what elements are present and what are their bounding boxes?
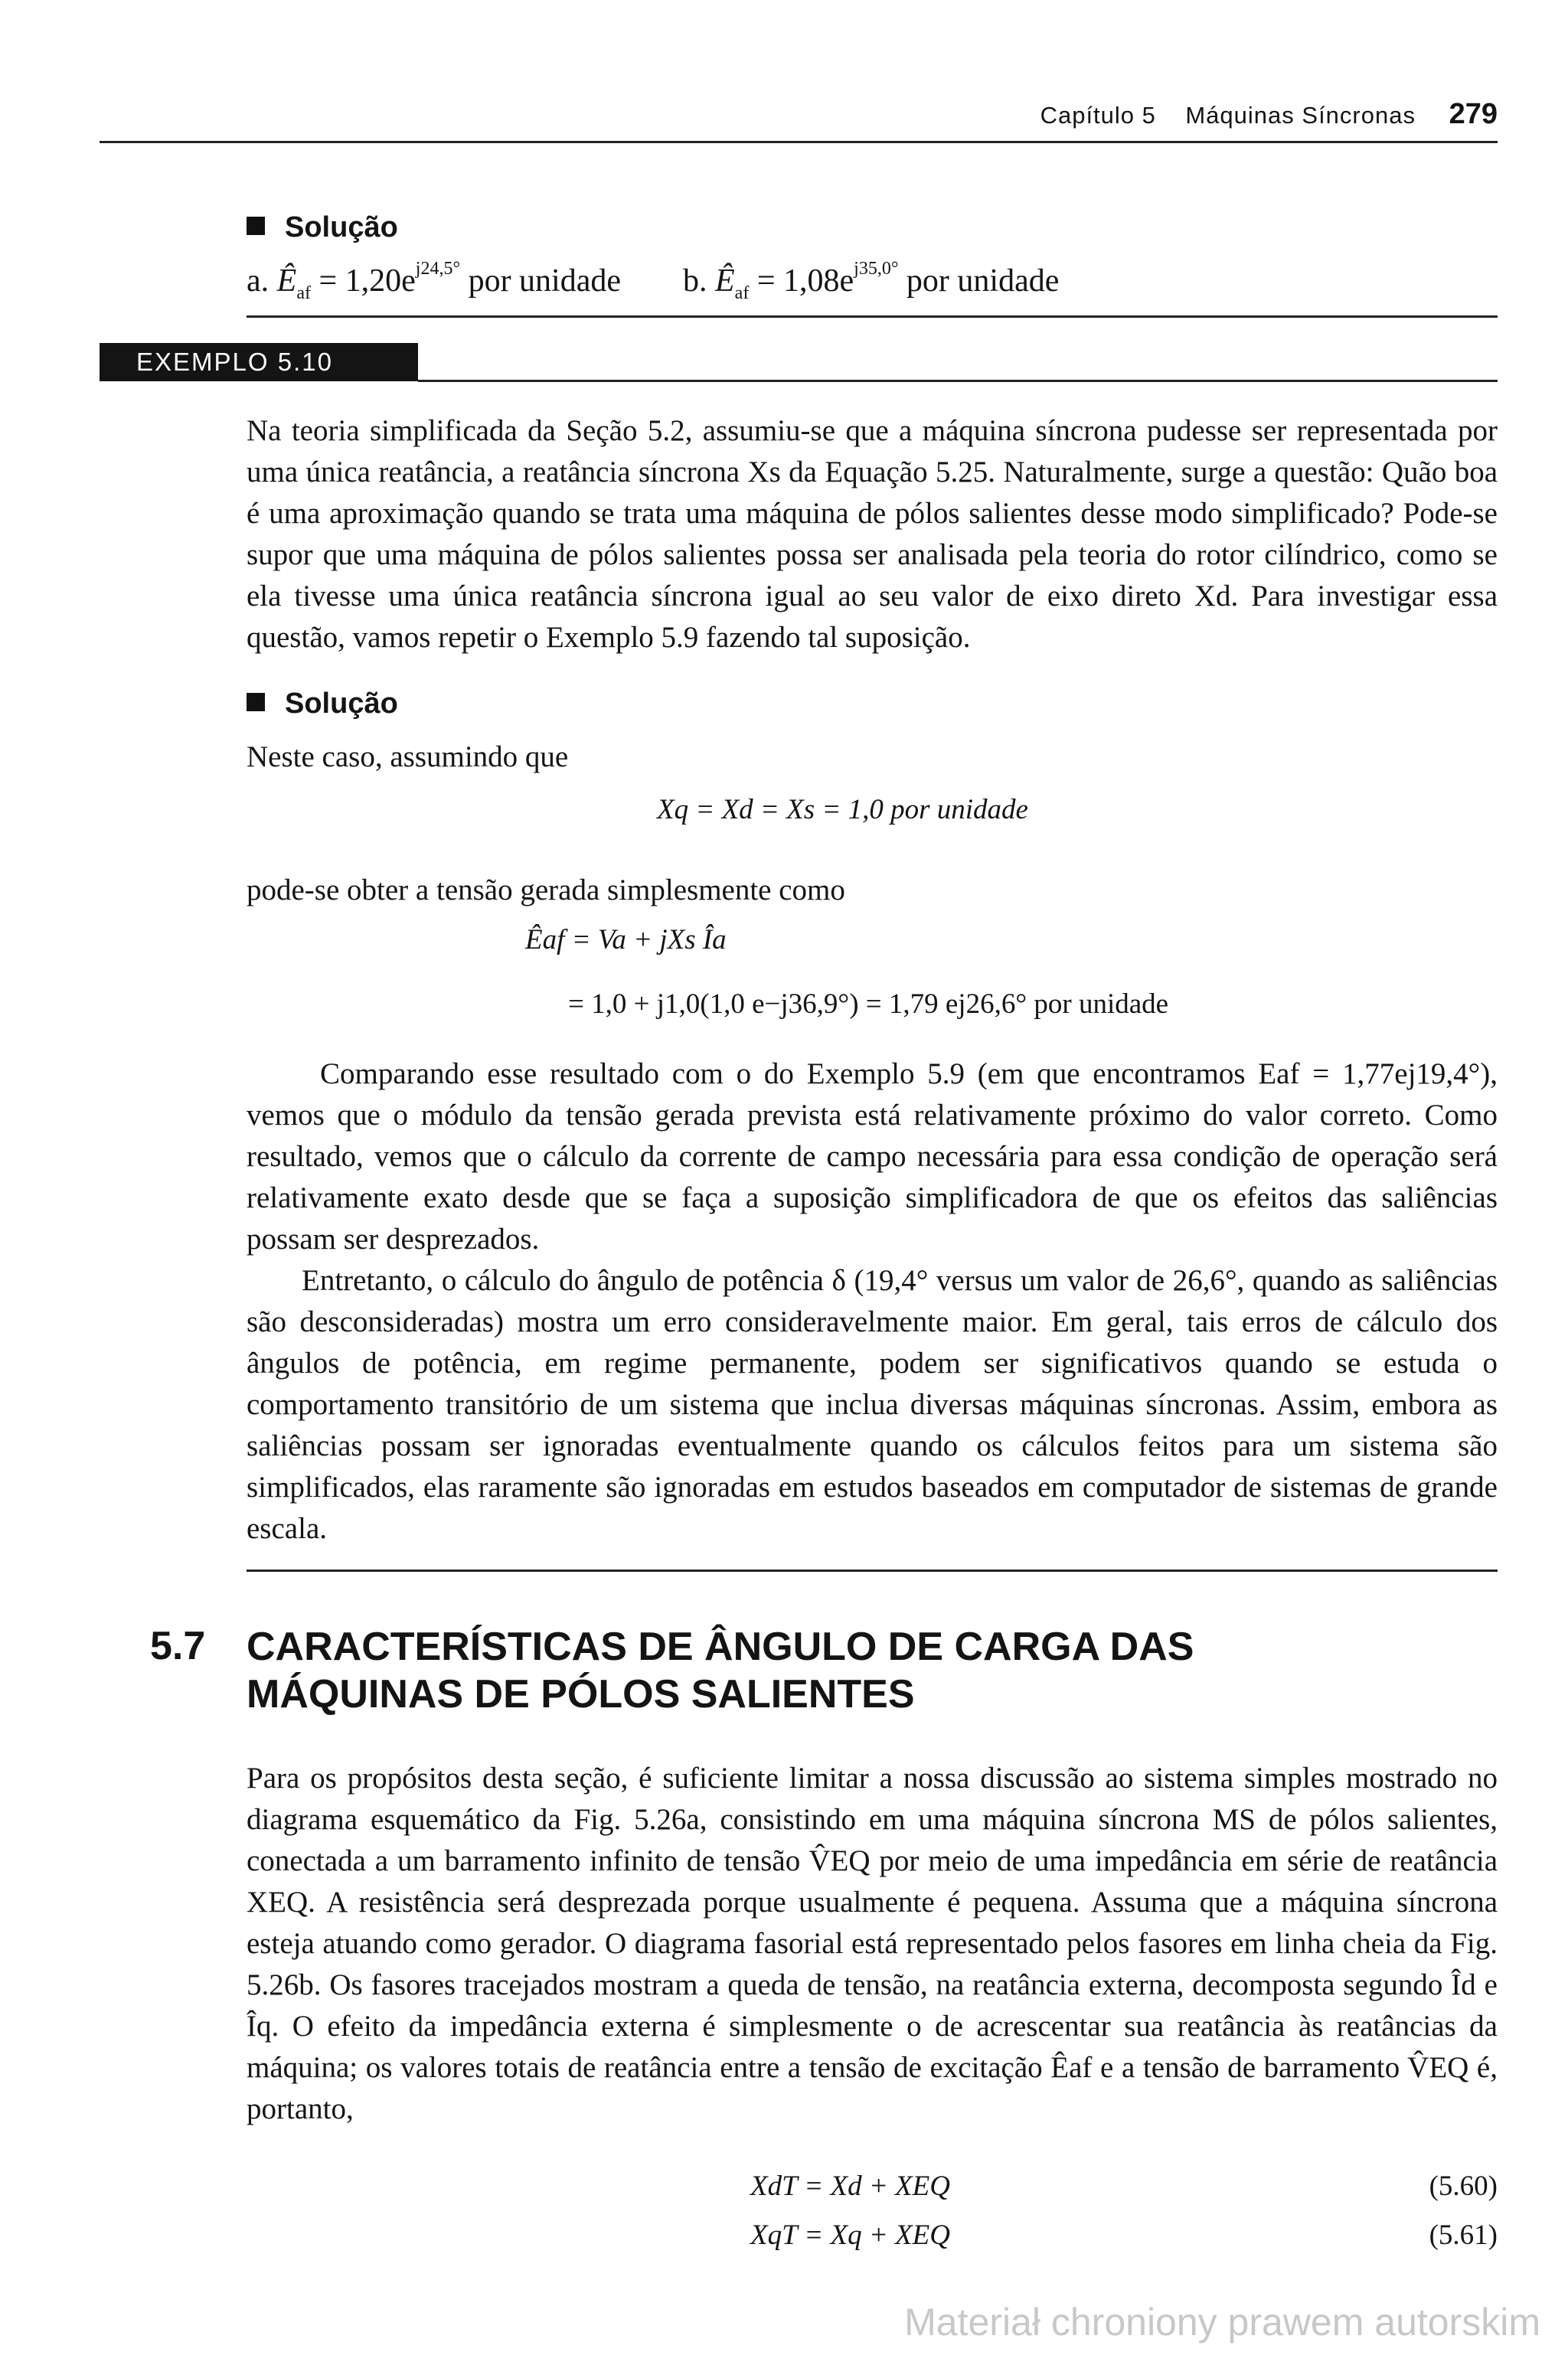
equation-eaf-line2: = 1,0 + j1,0(1,0 e−j36,9°) = 1,79 ej26,6° por unidade [568, 988, 1169, 1020]
power-angle-paragraph: Entretanto, o cálculo do ângulo de potência δ (19,4° versus um valor de 26,6°, quando as saliências são desconsideradas) mostra um erro consideravelmente maior. Em geral, tais erros de cálculo dos ângulos de potência, em regime permanente, podem ser significativos quando se estuda o comportamento transitório de um sistema que inclua diversas máquinas síncronas. Assim, embora as saliências possam ser ignoradas eventualmente quando os cálculos feitos para um sistema são simplificados, elas raramente são ignoradas em estudos baseados em computador de sistemas de grande escala. [247, 1264, 1498, 1545]
answer-a-exp: j24,5° [415, 259, 461, 279]
section-body-paragraph: Para os propósitos desta seção, é suficiente limitar a nossa discussão ao sistema simples mostrado no diagrama esquemático da Fig. 5.26a, consistindo em uma máquina síncrona MS de pólos salientes, conectada a um barramento infinito de tensão V̂EQ por meio de uma impedância em série de reatância XEQ. A resistência será desprezada porque usualmente é pequena. Assuma que a máquina síncrona esteja atuando como gerador. O diagrama fasorial está representado pelos fasores em linha cheia da Fig. 5.26b. Os fasores tracejados mostram a queda de tensão, na reatância externa, decomposta segundo Îd e Îq. O efeito da impedância externa é simplesmente o de acrescentar sua reatância às reatâncias da máquina; os valores totais de reatância entre a tensão de excitação Êaf e a tensão de barramento V̂EQ é, portanto, [247, 1762, 1498, 2125]
example-rule [418, 380, 1498, 382]
answer-b-value: = 1,08e [749, 263, 854, 299]
comparison-paragraph: Comparando esse resultado com o do Exemplo 5.9 (em que encontramos Eaf = 1,77ej19,4°), vemos que o módulo da tensão gerada prevista está relativamente próximo do valor correto. Como resultado, vemos que o cálculo da corrente de campo necessária para essa condição de operação será relativamente exato desde que se faça a suposição simplificadora de que os efeitos das saliências possam ser desprezados. [247, 1057, 1498, 1256]
answer-a-symbol: Ê [276, 263, 297, 299]
solution-answers [247, 259, 1059, 304]
solution-intro-text: Neste caso, assumindo que [247, 740, 569, 773]
answer-b-exp: j35,0° [854, 259, 899, 279]
equation-5-60: XdT = Xd + XEQ [750, 2171, 950, 2202]
copyright-watermark: Materiał chroniony prawem autorskim [904, 2301, 1540, 2344]
bullet-square-icon [247, 693, 265, 711]
equation-xq: Xq = Xd = Xs = 1,0 por unidade [657, 794, 1028, 825]
example-rule-top [247, 315, 1498, 318]
answer-a-prefix: a. [247, 263, 270, 299]
answer-b-prefix: b. [683, 263, 707, 299]
example-end-rule [247, 1570, 1498, 1572]
answer-b-symbol: Ê [715, 263, 735, 299]
chapter-label: Capítulo 5 [1040, 102, 1156, 129]
answer-a-value: = 1,20e [310, 263, 416, 299]
example-label: EXEMPLO 5.10 [100, 343, 418, 381]
equation-5-61: XqT = Xq + XEQ [750, 2220, 950, 2251]
section-title-line2: MÁQUINAS DE PÓLOS SALIENTES [247, 1672, 915, 1717]
solution-heading-2: Solução [247, 688, 398, 720]
running-header-text [1040, 98, 1498, 131]
answer-b-unit: por unidade [898, 263, 1060, 299]
solution-text: pode-se obter a tensão gerada simplesmente como [247, 874, 845, 906]
answer-a-sub: af [296, 283, 311, 303]
section-number: 5.7 [150, 1624, 206, 1668]
chapter-title: Máquinas Síncronas [1185, 102, 1416, 129]
bullet-square-icon [247, 217, 265, 235]
header-rule [100, 141, 1498, 143]
answer-b-sub: af [734, 283, 750, 303]
example-intro-paragraph: Na teoria simplificada da Seção 5.2, assumiu-se que a máquina síncrona pudesse ser representada por uma única reatância, a reatância síncrona Xs da Equação 5.25. Naturalmente, surge a questão: Quão boa é uma aproximação quando se trata uma máquina de pólos salientes desse modo simplificado? Pode-se supor que uma máquina de pólos salientes possa ser analisada pela teoria do rotor cilíndrico, como se ela tivesse uma única reatância síncrona igual ao seu valor de eixo direto Xd. Para investigar essa questão, vamos repetir o Exemplo 5.9 fazendo tal suposição. [247, 414, 1498, 654]
solution-heading: Solução [247, 211, 398, 244]
equation-eaf-line1: Êaf = Va + jXs Îa [525, 924, 727, 955]
answer-a-unit: por unidade [460, 263, 622, 299]
equation-number-5-61: (5.61) [1429, 2220, 1498, 2251]
equation-number-5-60: (5.60) [1429, 2171, 1498, 2202]
section-title-line1: CARACTERÍSTICAS DE ÂNGULO DE CARGA DAS [247, 1625, 1194, 1669]
page-number: 279 [1449, 98, 1498, 130]
section-title [247, 1623, 1472, 1718]
running-header [100, 98, 1498, 136]
